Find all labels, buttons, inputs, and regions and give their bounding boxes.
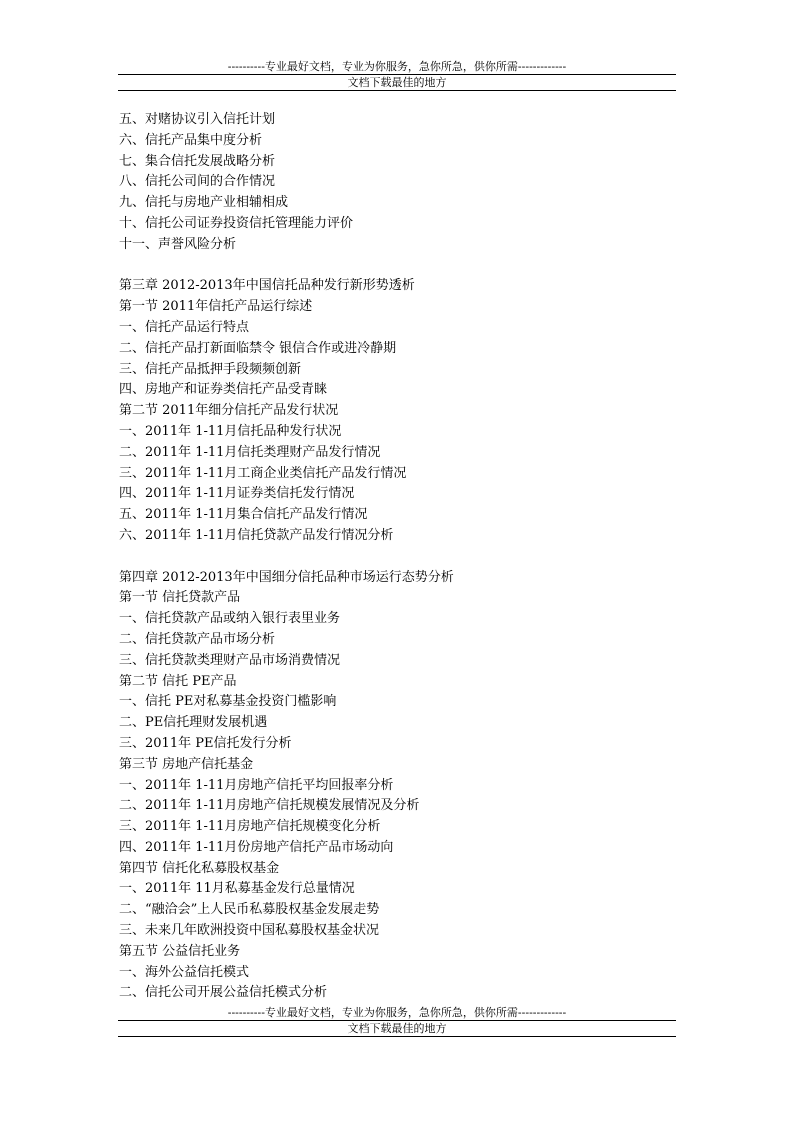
toc-line: 三、信托贷款类理财产品市场消费情况 xyxy=(119,652,341,668)
toc-line: 一、信托贷款产品或纳入银行表里业务 xyxy=(119,611,341,627)
toc-line: 六、信托产品集中度分析 xyxy=(119,132,263,148)
toc-line: 四、2011年 1-11月证券类信托发行情况 xyxy=(119,486,355,502)
toc-line: 一、信托 PE对私募基金投资门槛影响 xyxy=(119,694,337,710)
toc-line: 一、海外公益信托模式 xyxy=(119,964,250,980)
footer-subtitle: 文档下载最佳的地方 xyxy=(347,1022,447,1035)
toc-line: 三、2011年 1-11月工商企业类信托产品发行情况 xyxy=(119,465,407,481)
toc-line: 第四节 信托化私募股权基金 xyxy=(119,860,280,876)
toc-line: 第一节 2011年信托产品运行综述 xyxy=(119,299,313,315)
toc-line: 第四章 2012-2013年中国细分信托品种市场运行态势分析 xyxy=(119,569,454,585)
toc-line: 第五节 公益信托业务 xyxy=(119,943,241,959)
blank-line xyxy=(119,547,679,568)
toc-line: 一、2011年 1-11月信托品种发行状况 xyxy=(119,423,342,439)
toc-line: 五、对赌协议引入信托计划 xyxy=(119,112,276,127)
page-header xyxy=(118,60,676,91)
toc-content xyxy=(119,110,679,1004)
toc-line: 十、信托公司证券投资信托管理能力评价 xyxy=(119,215,354,231)
toc-line: 第一节 信托贷款产品 xyxy=(119,590,241,606)
toc-line: 一、2011年 1-11月房地产信托平均回报率分析 xyxy=(119,777,394,793)
toc-line: 三、2011年 1-11月房地产信托规模变化分析 xyxy=(119,819,381,835)
toc-line: 四、房地产和证券类信托产品受青睐 xyxy=(119,382,328,398)
toc-line: 三、信托产品抵押手段频频创新 xyxy=(119,361,302,377)
blank-line xyxy=(119,256,679,277)
toc-line: 十一、声誉风险分析 xyxy=(119,236,237,252)
toc-line: 六、2011年 1-11月信托贷款产品发行情况分析 xyxy=(119,527,394,543)
toc-line: 二、“融洽会”上人民币私募股权基金发展走势 xyxy=(119,902,380,918)
header-rule-bottom xyxy=(118,90,676,91)
toc-line: 二、2011年 1-11月房地产信托规模发展情况及分析 xyxy=(119,798,420,814)
toc-line: 二、信托产品打新面临禁令 银信合作或进冷静期 xyxy=(119,340,397,356)
toc-line: 九、信托与房地产业相辅相成 xyxy=(119,195,289,211)
toc-line: 第三章 2012-2013年中国信托品种发行新形势透析 xyxy=(119,278,415,294)
toc-line: 四、2011年 1-11月份房地产信托产品市场动向 xyxy=(119,839,394,855)
toc-line: 七、集合信托发展战略分析 xyxy=(119,153,276,169)
toc-line: 第二节 2011年细分信托产品发行状况 xyxy=(119,403,339,419)
toc-line: 三、未来几年欧洲投资中国私募股权基金状况 xyxy=(119,923,380,939)
page-footer xyxy=(118,1006,676,1037)
toc-line: 五、2011年 1-11月集合信托产品发行情况 xyxy=(119,507,368,523)
toc-line: 一、2011年 11月私募基金发行总量情况 xyxy=(119,881,355,897)
toc-line: 三、2011年 PE信托发行分析 xyxy=(119,735,292,751)
toc-line: 二、PE信托理财发展机遇 xyxy=(119,715,268,731)
toc-line: 二、信托贷款产品市场分析 xyxy=(119,631,276,647)
toc-line: 二、信托公司开展公益信托模式分析 xyxy=(119,985,328,1001)
toc-line: 第三节 房地产信托基金 xyxy=(119,756,254,772)
toc-line: 八、信托公司间的合作情况 xyxy=(119,174,276,190)
toc-line: 二、2011年 1-11月信托类理财产品发行情况 xyxy=(119,444,381,460)
header-subtitle: 文档下载最佳的地方 xyxy=(347,76,447,89)
footer-slogan: ----------专业最好文档，专业为你服务，急你所急，供你所需------------- xyxy=(227,1006,567,1019)
toc-line: 第二节 信托 PE产品 xyxy=(119,673,237,689)
header-slogan: ----------专业最好文档，专业为你服务，急你所急，供你所需------------- xyxy=(227,60,567,73)
toc-line: 一、信托产品运行特点 xyxy=(119,319,250,335)
footer-rule-bottom xyxy=(118,1036,676,1037)
